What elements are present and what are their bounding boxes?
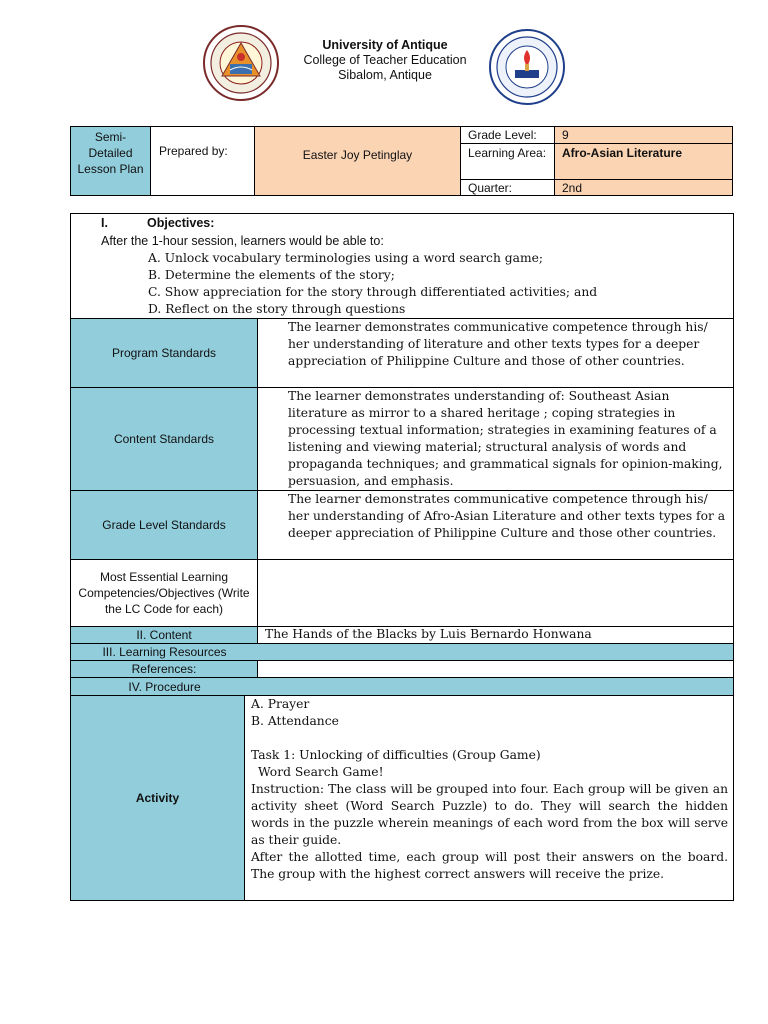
program-standards-label: Program Standards [71,319,258,387]
references-label: References: [71,661,258,677]
learning-area-value: Afro-Asian Literature [562,146,683,160]
melc-row [71,560,733,627]
lesson-info-table [70,126,732,196]
grade-level-standards-row [71,491,733,560]
prepared-by-name: Easter Joy Petinglay [302,148,413,162]
program-standards-row [71,319,733,388]
activity-after: After the allotted time, each group will post their answers on the board. The group with the highest correct answers will receive the prize. [251,850,728,881]
procedure-row [71,678,733,696]
content-value: The Hands of the Blacks by Luis Bernardo Honwana [265,627,592,641]
activity-instruction: Instruction: The class will be grouped into four. Each group will be given an activity sheet (Word Search Puzzle) to do. They will search the hidden words in the puzzle wherein meanings of each word from the box will serve as their guide. [251,782,728,847]
program-standards-text: The learner demonstrates communicative competence through his/ her understanding of literature and other texts types for a deeper appreciation of Philippine Culture and those of other countries. [288,320,708,368]
activity-task: Task 1: Unlocking of difficulties (Group Game) [251,748,541,762]
objectives-intro: After the 1-hour session, learners would be able to: [101,234,384,248]
learning-resources-label: III. Learning Resources [102,645,227,659]
quarter-label: Quarter: [468,181,513,195]
activity-prayer: A. Prayer [251,697,310,711]
activity-content [251,696,728,883]
lesson-plan-table [70,213,734,901]
objectives-number: I. [101,216,108,230]
learning-area-cell [554,143,733,180]
college-seal [486,28,568,106]
grade-level-standards-text: The learner demonstrates communicative competence through his/ her understanding of Afro-Asian Literature and other texts types for a deeper appreciation of Philippine Culture and those other countries. [288,492,726,540]
plan-type: Semi-Detailed Lesson Plan [77,130,144,176]
activity-spacer [251,730,728,747]
prepared-by-label-cell [150,126,255,196]
objective-item: D. Reflect on the story through questions [148,302,406,316]
content-standards-text: The learner demonstrates understanding of: Southeast Asian literature as mirror to a shared heritage ; coping strategies in processing textual information; strategies in examining features of a listening and viewing material; structural analysis of words and propaganda techniques; and grammatical signals for opinion-making, persuasion, and emphasis. [288,389,723,488]
content-row [71,627,733,644]
learning-resources-row [71,644,733,661]
references-row [71,661,733,678]
content-standards-label: Content Standards [71,388,258,490]
grade-level-label-cell [460,126,555,144]
university-name: University of Antique [322,38,448,52]
content-label: II. Content [71,627,258,643]
prepared-by-cell [254,126,461,196]
procedure-label: IV. Procedure [128,679,201,694]
objective-item: C. Show appreciation for the story through differentiated activities; and [148,285,598,299]
prepared-by-label: Prepared by: [159,144,228,158]
grade-level-value: 9 [562,128,569,142]
activity-game: Word Search Game! [258,765,384,779]
objective-item: A. Unlock vocabulary terminologies using a word search game; [148,251,544,265]
activity-attendance: B. Attendance [251,714,339,728]
plan-type-cell [70,126,151,196]
quarter-value: 2nd [562,181,583,195]
quarter-label-cell [460,179,555,196]
school-header [270,38,500,83]
quarter-cell [554,179,733,196]
objective-item: B. Determine the elements of the story; [148,268,395,282]
grade-level-standards-label: Grade Level Standards [71,491,258,559]
content-standards-row [71,388,733,491]
activity-row [71,696,733,900]
learning-area-label: Learning Area: [468,146,547,160]
college-name: College of Teacher Education [303,53,467,67]
objectives-section [71,214,733,319]
activity-label: Activity [71,696,245,900]
melc-label: Most Essential Learning Competencies/Objectives (Write the LC Code for each) [71,560,258,626]
learning-area-label-cell [460,143,555,180]
grade-level-cell [554,126,733,144]
school-location: Sibalom, Antique [338,68,432,82]
objectives-title: Objectives: [147,216,215,230]
grade-level-label: Grade Level: [468,128,537,142]
